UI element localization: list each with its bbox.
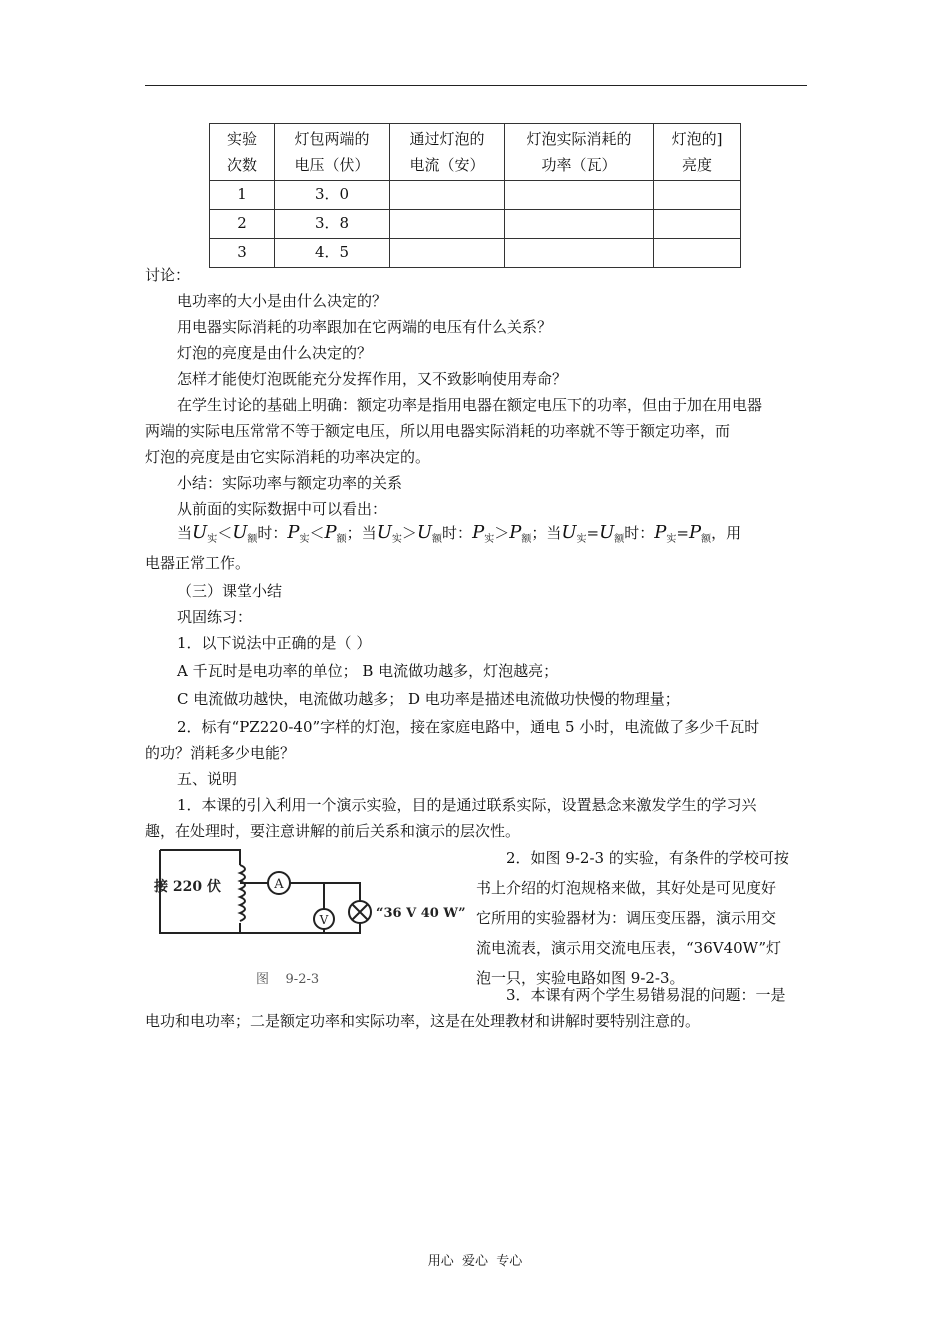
- note-2-line: 流电流表，演示用交流电压表，“36V40W”灯: [476, 939, 782, 957]
- table-cell: 3．8: [275, 210, 390, 239]
- discussion-conclusion: 两端的实际电压常常不等于额定电压，所以用电器实际消耗的功率就不等于额定功率，而: [145, 422, 731, 440]
- table-cell: [390, 239, 505, 268]
- table-cell: [505, 210, 654, 239]
- table-cell: 1: [210, 181, 275, 210]
- table-cell: [654, 239, 741, 268]
- table-cell: 3．0: [275, 181, 390, 210]
- ammeter-label: A: [274, 877, 284, 892]
- practice-label: 巩固练习：: [177, 608, 253, 626]
- table-header-cell: 通过灯泡的 电流（安）: [390, 124, 505, 181]
- discussion-question: 灯泡的亮度是由什么决定的？: [177, 344, 373, 362]
- note-3: 3．本课有两个学生易错易混的问题：一是: [506, 986, 786, 1004]
- practice-options: A 千瓦时是电功率的单位； B 电流做功越多，灯泡越亮；: [177, 662, 559, 680]
- summary-title: 小结：实际功率与额定功率的关系: [177, 474, 403, 492]
- note-2-line: 它所用的实验器材为：调压变压器，演示用交: [476, 909, 777, 927]
- transformer-coil-icon: [240, 865, 245, 921]
- discussion-question: 怎样才能使灯泡既能充分发挥作用，又不致影响使用寿命？: [177, 370, 568, 388]
- table-cell: [654, 181, 741, 210]
- note-2-line: 泡一只，实验电路如图 9-2-3。: [476, 969, 685, 987]
- table-header-row: [210, 124, 741, 181]
- table-header-cell: 灯包两端的 电压（伏）: [275, 124, 390, 181]
- figure-caption: 图 9-2-3: [256, 972, 320, 987]
- practice-question-2-cont: 的功？消耗多少电能？: [145, 744, 296, 762]
- table-cell: [505, 181, 654, 210]
- table-cell: [654, 210, 741, 239]
- discussion-conclusion: 灯泡的亮度是由它实际消耗的功率决定的。: [145, 448, 431, 466]
- table-cell: 2: [210, 210, 275, 239]
- lamp-spec-label: “36 V 40 W”: [376, 906, 466, 921]
- circuit-wire: [240, 883, 360, 933]
- practice-question-2: 2．标有“PZ220-40”字样的灯泡，接在家庭电路中，通电 5 小时，电流做了多少千瓦时: [177, 718, 760, 736]
- note-3-cont: 电功和电功率；二是额定功率和实际功率，这是在处理教材和讲解时要特别注意的。: [145, 1012, 701, 1030]
- table-row: [210, 210, 741, 239]
- practice-options: C 电流做功越快，电流做功越多； D 电功率是描述电流做功快慢的物理量；: [177, 690, 680, 708]
- practice-question-1: 1．以下说法中正确的是（ ）: [177, 634, 372, 652]
- note-2: [476, 843, 808, 993]
- voltmeter-label: V: [319, 913, 329, 927]
- page-footer: 用心 爱心 专心: [427, 1254, 523, 1269]
- section-heading: （三）课堂小结: [177, 582, 283, 600]
- table-cell: 4．5: [275, 239, 390, 268]
- note-1: 1．本课的引入利用一个演示实验，目的是通过联系实际，设置悬念来激发学生的学习兴: [177, 796, 757, 814]
- circuit-diagram: [150, 845, 470, 995]
- table-row: [210, 239, 741, 268]
- circuit-wire: [160, 850, 240, 865]
- table-row: [210, 181, 741, 210]
- table-header-cell: 实验 次数: [210, 124, 275, 181]
- table-header-cell: 灯泡实际消耗的 功率（瓦）: [505, 124, 654, 181]
- note-2-line: 书上介绍的灯泡规格来做，其好处是可见度好: [476, 879, 777, 897]
- source-label: 接 220 伏: [154, 879, 221, 895]
- table-header-cell: 灯泡的] 亮度: [654, 124, 741, 181]
- discussion-conclusion: 在学生讨论的基础上明确：额定功率是指用电器在额定电压下的功率，但由于加在用电器: [177, 396, 763, 414]
- table-cell: [390, 210, 505, 239]
- table-cell: [505, 239, 654, 268]
- discussion-label: 讨论：: [145, 266, 191, 284]
- table-cell: [390, 181, 505, 210]
- table-cell: 3: [210, 239, 275, 268]
- notes-title: 五、说明: [177, 770, 238, 788]
- note-1-cont: 趣，在处理时，要注意讲解的前后关系和演示的层次性。: [145, 822, 521, 840]
- note-2-line: 2．如图 9-2-3 的实验，有条件的学校可按: [506, 849, 789, 867]
- summary-intro: 从前面的实际数据中可以看出：: [177, 500, 388, 518]
- experiment-table: [209, 123, 741, 268]
- discussion-question: 用电器实际消耗的功率跟加在它两端的电压有什么关系？: [177, 318, 553, 336]
- formula-continuation: 电器正常工作。: [145, 554, 251, 572]
- power-relation-formula: 当$U_实<U_额$时：$P_实<P_额$；当$U_实>U_额$时：$P_实>P_额$；当$U_实=U_额$时：$P_实=P_额$，用: [177, 522, 742, 545]
- discussion-question: 电功率的大小是由什么决定的？: [177, 292, 388, 310]
- header-rule: [145, 85, 807, 86]
